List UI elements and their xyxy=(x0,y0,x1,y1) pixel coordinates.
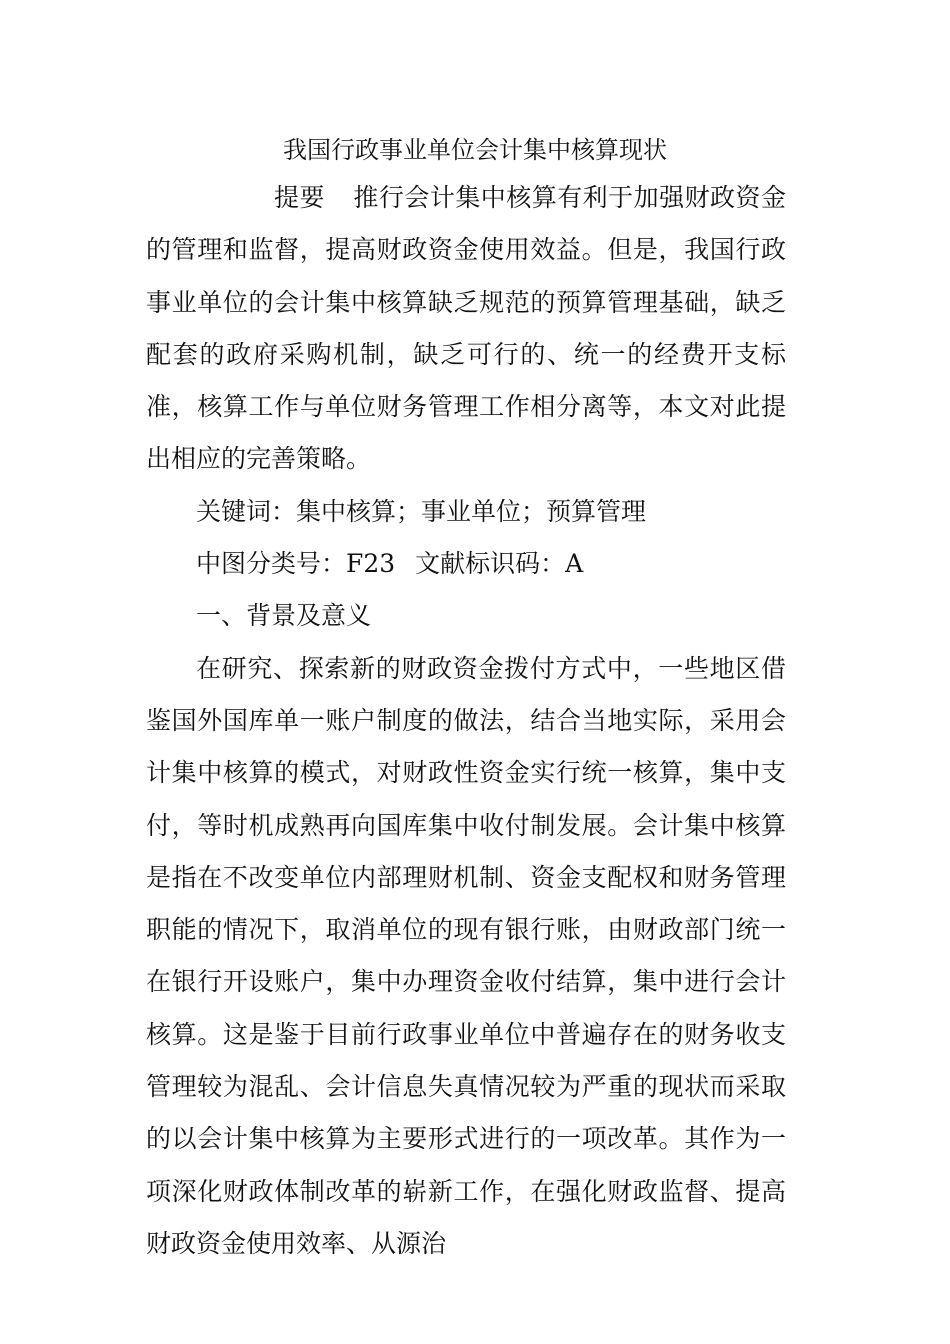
abstract-text: 推行会计集中核算有利于加强财政资金的管理和监督，提高财政资金使用效益。但是，我国行政事业单位的会计集中核算缺乏规范的预算管理基础，缺乏配套的政府采购机制，缺乏可行的、统一的经费开支标准，核算工作与单位财务管理工作相分离等，本文对此提出相应的完善策略。 xyxy=(146,183,786,474)
section-paragraph: 在研究、探索新的财政资金拨付方式中，一些地区借鉴国外国库单一账户制度的做法，结合当地实际，采用会计集中核算的模式，对财政性资金实行统一核算，集中支付，等时机成熟再向国库集中收付制发展。会计集中核算是指在不改变单位内部理财机制、资金支配权和财务管理职能的情况下，取消单位的现有银行账，由财政部门统一在银行开设账户，集中办理资金收付结算，集中进行会计核算。这是鉴于目前行政事业单位中普遍存在的财务收支管理较为混乱、会计信息失真情况较为严重的现状而采取的以会计集中核算为主要形式进行的一项改革。其作为一项深化财政体制改革的崭新工作，在强化财政监督、提高财政资金使用效率、从源治 xyxy=(146,653,786,1258)
abstract-label: 提要 xyxy=(274,183,325,212)
classification-line xyxy=(146,538,786,590)
abstract-paragraph xyxy=(146,172,786,486)
document-body xyxy=(146,172,786,1270)
document-code: 文献标识码：A xyxy=(415,549,584,579)
keywords-line: 关键词：集中核算；事业单位；预算管理 xyxy=(196,496,647,526)
section-heading: 一、背景及意义 xyxy=(196,601,372,631)
clc-number: 中图分类号：F23 xyxy=(196,549,396,579)
document-title: 我国行政事业单位会计集中核算现状 xyxy=(283,136,667,164)
